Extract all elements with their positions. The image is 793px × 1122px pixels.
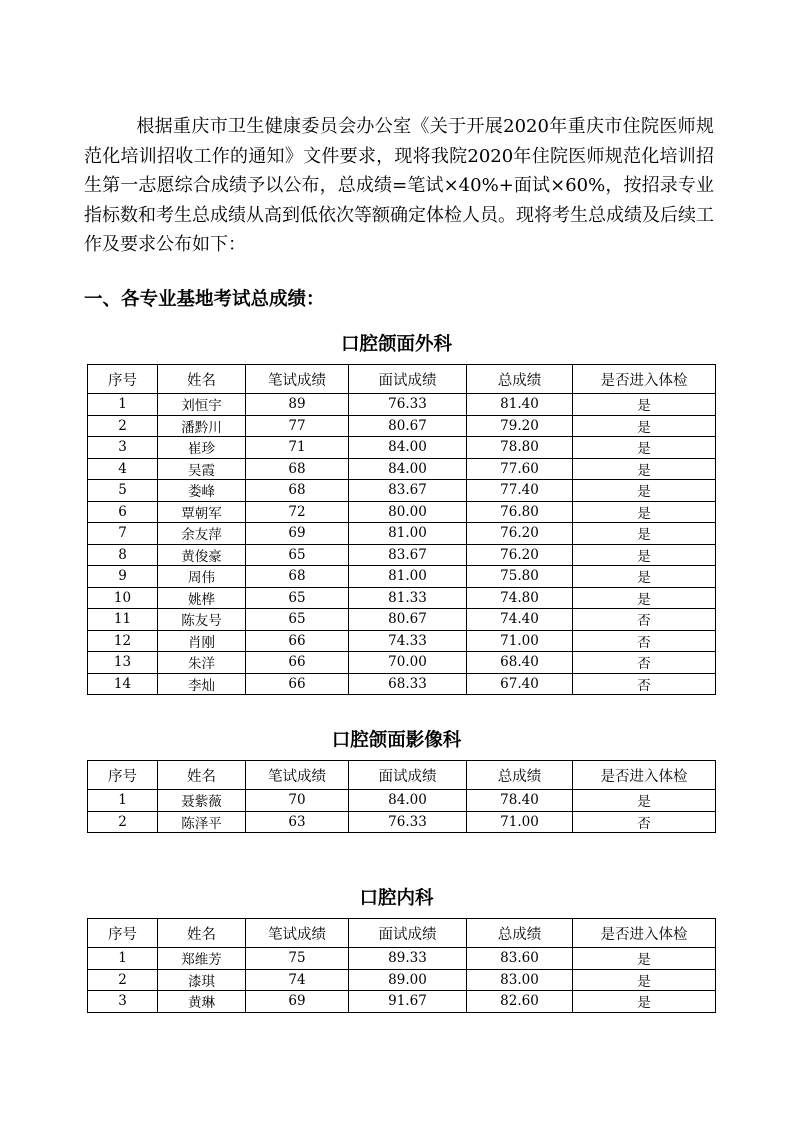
cell-index: 12 (88, 630, 158, 652)
cell-name: 陈友号 (158, 609, 246, 631)
table-row (88, 544, 716, 566)
cell-physical-exam: 是 (573, 948, 716, 970)
cell-written-score: 77 (246, 415, 349, 437)
column-header: 总成绩 (467, 761, 573, 790)
cell-total-score: 76.80 (467, 501, 573, 523)
cell-index: 3 (88, 437, 158, 459)
cell-index: 1 (88, 394, 158, 416)
cell-name: 聂紫薇 (158, 790, 246, 812)
column-header: 面试成绩 (349, 761, 467, 790)
cell-interview-score: 81.33 (349, 587, 467, 609)
score-table-oral-maxillofacial-imaging (87, 760, 716, 833)
cell-interview-score: 80.67 (349, 609, 467, 631)
cell-name: 陈泽平 (158, 811, 246, 833)
cell-written-score: 68 (246, 480, 349, 502)
table-header-row (88, 365, 716, 394)
cell-physical-exam: 否 (573, 811, 716, 833)
cell-interview-score: 70.00 (349, 652, 467, 674)
cell-index: 2 (88, 811, 158, 833)
cell-physical-exam: 是 (573, 587, 716, 609)
cell-written-score: 65 (246, 544, 349, 566)
cell-written-score: 69 (246, 523, 349, 545)
column-header: 姓名 (158, 365, 246, 394)
cell-written-score: 72 (246, 501, 349, 523)
column-header: 是否进入体检 (573, 761, 716, 790)
cell-index: 8 (88, 544, 158, 566)
cell-physical-exam: 是 (573, 501, 716, 523)
cell-name: 吴霞 (158, 458, 246, 480)
cell-total-score: 67.40 (467, 673, 573, 695)
table-header-row (88, 919, 716, 948)
cell-index: 4 (88, 458, 158, 480)
cell-index: 7 (88, 523, 158, 545)
table-row (88, 415, 716, 437)
cell-physical-exam: 是 (573, 523, 716, 545)
cell-name: 覃朝军 (158, 501, 246, 523)
table-row (88, 437, 716, 459)
score-table-oral-maxillofacial-surgery (87, 364, 716, 695)
cell-name: 朱洋 (158, 652, 246, 674)
cell-name: 黄俊豪 (158, 544, 246, 566)
table-header-row (88, 761, 716, 790)
cell-total-score: 79.20 (467, 415, 573, 437)
cell-written-score: 69 (246, 991, 349, 1013)
cell-written-score: 66 (246, 630, 349, 652)
column-header: 面试成绩 (349, 365, 467, 394)
intro-text: 根据重庆市卫生健康委员会办公室《关于开展2020年重庆市住院医师规范化培训招收工作的通知》文件要求，现将我院2020年住院医师规范化培训招生第一志愿综合成绩予以公布，总成绩=笔试×40%+面试×60%，按招录专业指标数和考生总成绩从高到低依次等额确定体检人员。现将考生总成绩及后续工作及要求公布如下： (84, 116, 714, 255)
cell-index: 14 (88, 673, 158, 695)
cell-index: 2 (88, 969, 158, 991)
column-header: 笔试成绩 (246, 919, 349, 948)
cell-total-score: 83.60 (467, 948, 573, 970)
cell-written-score: 75 (246, 948, 349, 970)
cell-interview-score: 89.33 (349, 948, 467, 970)
cell-total-score: 74.80 (467, 587, 573, 609)
column-header: 总成绩 (467, 919, 573, 948)
cell-total-score: 81.40 (467, 394, 573, 416)
cell-physical-exam: 是 (573, 790, 716, 812)
cell-index: 11 (88, 609, 158, 631)
table-row (88, 948, 716, 970)
cell-physical-exam: 是 (573, 969, 716, 991)
cell-name: 潘黔川 (158, 415, 246, 437)
cell-written-score: 68 (246, 566, 349, 588)
cell-total-score: 71.00 (467, 811, 573, 833)
column-header: 面试成绩 (349, 919, 467, 948)
cell-physical-exam: 是 (573, 991, 716, 1013)
column-header: 是否进入体检 (573, 365, 716, 394)
cell-interview-score: 84.00 (349, 437, 467, 459)
table-title-oral-internal-medicine: 口腔内科 (359, 888, 434, 909)
cell-physical-exam: 是 (573, 566, 716, 588)
cell-interview-score: 76.33 (349, 394, 467, 416)
table-row (88, 587, 716, 609)
table-row (88, 458, 716, 480)
cell-total-score: 68.40 (467, 652, 573, 674)
table-row (88, 969, 716, 991)
score-table-oral-internal-medicine (87, 918, 716, 1013)
cell-name: 娄峰 (158, 480, 246, 502)
cell-interview-score: 84.00 (349, 790, 467, 812)
column-header: 姓名 (158, 761, 246, 790)
cell-written-score: 70 (246, 790, 349, 812)
cell-interview-score: 91.67 (349, 991, 467, 1013)
cell-total-score: 83.00 (467, 969, 573, 991)
section-heading: 一、各专业基地考试总成绩： (84, 289, 325, 310)
cell-interview-score: 81.00 (349, 523, 467, 545)
cell-index: 13 (88, 652, 158, 674)
cell-name: 李灿 (158, 673, 246, 695)
cell-name: 肖刚 (158, 630, 246, 652)
cell-total-score: 71.00 (467, 630, 573, 652)
table-row (88, 652, 716, 674)
table-row (88, 790, 716, 812)
cell-written-score: 63 (246, 811, 349, 833)
column-header: 笔试成绩 (246, 761, 349, 790)
table-row (88, 673, 716, 695)
cell-index: 1 (88, 790, 158, 812)
cell-interview-score: 89.00 (349, 969, 467, 991)
cell-total-score: 75.80 (467, 566, 573, 588)
cell-written-score: 71 (246, 437, 349, 459)
table-row (88, 630, 716, 652)
column-header: 序号 (88, 761, 158, 790)
cell-written-score: 65 (246, 609, 349, 631)
table-row (88, 811, 716, 833)
cell-total-score: 74.40 (467, 609, 573, 631)
cell-name: 漆琪 (158, 969, 246, 991)
table-row (88, 501, 716, 523)
cell-interview-score: 84.00 (349, 458, 467, 480)
cell-name: 余友萍 (158, 523, 246, 545)
table-title-oral-maxillofacial-surgery: 口腔颌面外科 (340, 334, 452, 355)
cell-written-score: 89 (246, 394, 349, 416)
cell-index: 3 (88, 991, 158, 1013)
column-header: 序号 (88, 919, 158, 948)
cell-name: 周伟 (158, 566, 246, 588)
cell-total-score: 78.80 (467, 437, 573, 459)
cell-written-score: 66 (246, 652, 349, 674)
table-row (88, 566, 716, 588)
table-row (88, 609, 716, 631)
cell-interview-score: 81.00 (349, 566, 467, 588)
cell-total-score: 76.20 (467, 544, 573, 566)
cell-name: 刘恒宇 (158, 394, 246, 416)
column-header: 总成绩 (467, 365, 573, 394)
cell-written-score: 66 (246, 673, 349, 695)
cell-name: 崔珍 (158, 437, 246, 459)
cell-physical-exam: 是 (573, 544, 716, 566)
cell-index: 10 (88, 587, 158, 609)
cell-interview-score: 83.67 (349, 480, 467, 502)
cell-physical-exam: 是 (573, 415, 716, 437)
cell-physical-exam: 否 (573, 630, 716, 652)
column-header: 笔试成绩 (246, 365, 349, 394)
cell-physical-exam: 否 (573, 673, 716, 695)
cell-physical-exam: 否 (573, 652, 716, 674)
cell-physical-exam: 是 (573, 437, 716, 459)
cell-physical-exam: 是 (573, 458, 716, 480)
table-row (88, 523, 716, 545)
column-header: 序号 (88, 365, 158, 394)
cell-interview-score: 80.00 (349, 501, 467, 523)
cell-interview-score: 68.33 (349, 673, 467, 695)
cell-index: 9 (88, 566, 158, 588)
table-title-oral-maxillofacial-imaging: 口腔颌面影像科 (331, 730, 462, 751)
cell-physical-exam: 是 (573, 480, 716, 502)
cell-total-score: 76.20 (467, 523, 573, 545)
cell-physical-exam: 是 (573, 394, 716, 416)
cell-name: 姚桦 (158, 587, 246, 609)
table-row (88, 394, 716, 416)
intro-paragraph (84, 112, 714, 260)
cell-interview-score: 74.33 (349, 630, 467, 652)
cell-total-score: 77.40 (467, 480, 573, 502)
table-row (88, 480, 716, 502)
cell-index: 1 (88, 948, 158, 970)
cell-index: 2 (88, 415, 158, 437)
cell-index: 6 (88, 501, 158, 523)
column-header: 是否进入体检 (573, 919, 716, 948)
cell-index: 5 (88, 480, 158, 502)
cell-written-score: 74 (246, 969, 349, 991)
cell-written-score: 68 (246, 458, 349, 480)
table-row (88, 991, 716, 1013)
cell-name: 郑维芳 (158, 948, 246, 970)
cell-total-score: 77.60 (467, 458, 573, 480)
cell-written-score: 65 (246, 587, 349, 609)
cell-interview-score: 83.67 (349, 544, 467, 566)
cell-total-score: 78.40 (467, 790, 573, 812)
cell-total-score: 82.60 (467, 991, 573, 1013)
cell-physical-exam: 否 (573, 609, 716, 631)
column-header: 姓名 (158, 919, 246, 948)
cell-name: 黄琳 (158, 991, 246, 1013)
cell-interview-score: 80.67 (349, 415, 467, 437)
cell-interview-score: 76.33 (349, 811, 467, 833)
